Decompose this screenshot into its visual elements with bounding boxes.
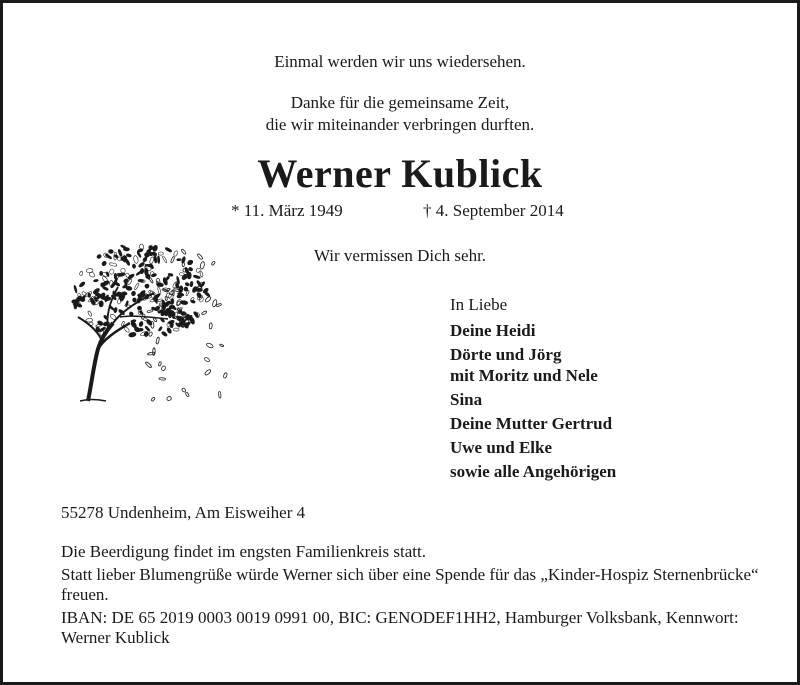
mourners-intro: In Liebe bbox=[450, 295, 508, 314]
deceased-name: Werner Kublick bbox=[257, 151, 543, 196]
birth-date: * 11. März 1949 bbox=[231, 201, 343, 220]
verse-line-2: Danke für die gemeinsame Zeit, bbox=[290, 93, 510, 112]
mourner-entry: Deine Heidi bbox=[450, 321, 536, 340]
funeral-notes bbox=[61, 542, 761, 651]
family-address: 55278 Undenheim, Am Eisweiher 4 bbox=[61, 503, 306, 522]
verse-lines-2-3 bbox=[3, 92, 797, 136]
mourner-entry: Uwe und Elke bbox=[450, 438, 553, 457]
tree-in-wind-icon bbox=[58, 231, 228, 406]
verse-line-3: die wir miteinander verbringen durften. bbox=[265, 115, 535, 134]
donation-note: Statt lieber Blumengrüße würde Werner sich über eine Spende für das „Kinder-Hospiz Sternenbrücke“ freuen. bbox=[61, 565, 759, 604]
mourner-entry: Dörte und Jörg mit Moritz und Nele bbox=[450, 345, 598, 385]
death-date: † 4. September 2014 bbox=[423, 201, 564, 220]
verse-line-1: Einmal werden wir uns wiedersehen. bbox=[274, 52, 526, 71]
funeral-note: Die Beerdigung findet im engsten Familienkreis statt. bbox=[61, 542, 426, 561]
bank-details: IBAN: DE 65 2019 0003 0019 0991 00, BIC: GENODEF1HH2, Hamburger Volksbank, Kennwort: Werner Kublick bbox=[61, 608, 739, 647]
mourner-entry: Deine Mutter Gertrud bbox=[450, 414, 613, 433]
mourner-entry: Sina bbox=[450, 390, 483, 409]
farewell-message: Wir vermissen Dich sehr. bbox=[313, 246, 487, 265]
mourners-list bbox=[450, 294, 616, 485]
mourner-entry: sowie alle Angehörigen bbox=[450, 462, 617, 481]
